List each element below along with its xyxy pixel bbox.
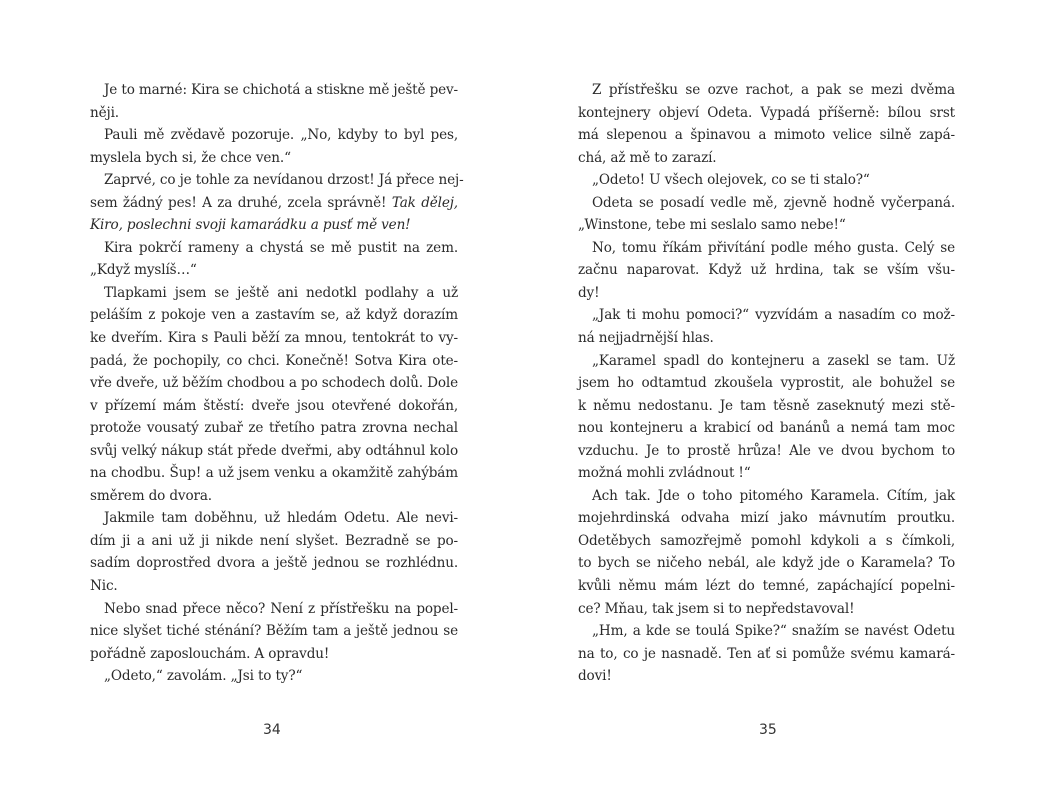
text-line <box>578 665 955 688</box>
page-number-left: 34 <box>263 722 281 738</box>
line-text: ce? Mňau, tak jsem si to nepředstavoval! <box>578 600 855 617</box>
line-text: možná mohli zvládnout !“ <box>578 465 751 482</box>
line-text: Z přístřešku se ozve rachot, a pak se mezi dvěma <box>592 82 955 98</box>
line-text: pořádně zaposlouchám. A opravdu! <box>90 645 330 662</box>
line-text: jsem ho odtamtud zkoušela vyprostit, ale bohužel se <box>578 375 955 392</box>
text-line <box>578 620 955 643</box>
text-line <box>578 124 955 147</box>
line-text: něji. <box>90 104 119 121</box>
text-line <box>578 259 955 282</box>
text-line <box>578 440 955 463</box>
line-text: sem žádný pes! A za druhé, zcela správně! <box>90 194 392 211</box>
line-text: chá, až mě to zarazí. <box>578 149 717 166</box>
line-text: dím ji a ani už ji nikde není slyšet. Bezradně se po- <box>90 532 458 549</box>
line-text: peláším z pokoje ven a zastavím se, až když dorazím <box>90 307 458 324</box>
text-line <box>578 79 955 102</box>
line-text: ke dveřím. Kira s Pauli běží za mnou, tentokrát to vy- <box>90 330 458 347</box>
left-page-text <box>90 79 464 688</box>
text-line <box>90 79 458 102</box>
line-text: padá, že pochopily, co chci. Konečně! Sotva Kira ote- <box>90 352 458 369</box>
text-line <box>90 282 458 305</box>
line-text: dovi! <box>578 668 612 685</box>
text-line <box>90 417 458 440</box>
line-text: vzduchu. Je to prostě hrůza! Ale ve dvou bychom to <box>578 442 955 459</box>
text-line <box>90 124 458 147</box>
line-text: myslela bych si, že chce ven.“ <box>90 149 291 166</box>
text-line <box>90 665 458 688</box>
line-text: k němu nedostanu. Je tam těsně zaseknutý mezi stě- <box>578 397 955 414</box>
text-line <box>578 102 955 125</box>
text-line <box>90 552 458 575</box>
text-line <box>90 507 458 530</box>
line-text: Kira pokrčí rameny a chystá se mě pustit na zem. <box>104 239 458 256</box>
text-line <box>90 169 464 192</box>
line-text: vře dveře, už běžím chodbou a po schodech dolů. Dole <box>90 375 458 392</box>
line-text: Odeta se posadí vedle mě, zjevně hodně vyčerpaná. <box>592 194 955 211</box>
text-line <box>578 169 955 192</box>
line-text: Ach tak. Jde o toho pitomého Karamela. Cítím, jak <box>592 487 955 504</box>
line-text: Nic. <box>90 578 118 595</box>
text-line <box>90 598 458 621</box>
text-line <box>578 575 955 598</box>
line-text: Jakmile tam doběhnu, už hledám Odetu. Ale nevi- <box>104 510 458 527</box>
line-text: Je to marné: Kira se chichotá a stiskne mě ještě pev- <box>104 82 458 98</box>
text-line <box>90 350 458 373</box>
text-line <box>90 575 458 598</box>
line-text: kvůli němu mám lézt do temné, zapáchající popelni- <box>578 578 955 595</box>
line-text: Pauli mě zvědavě pozoruje. „No, kdyby to byl pes, <box>104 127 458 144</box>
line-text: No, tomu říkám přivítání podle mého gusta. Celý se <box>592 239 955 256</box>
line-text: „Karamel spadl do kontejneru a zasekl se tam. Už <box>592 352 955 369</box>
line-text: „Hm, a kde se toulá Spike?“ snažím se navést Odetu <box>592 623 955 640</box>
line-text: svůj velký nákup stát přede dveřmi, aby odtáhnul kolo <box>90 442 458 459</box>
text-line <box>578 530 955 553</box>
text-line <box>578 147 955 170</box>
line-text: mojehrdinská odvaha mizí jako mávnutím proutku. <box>578 510 955 527</box>
text-line <box>90 327 458 350</box>
text-line <box>90 643 458 666</box>
line-text: ná nejjadrnější hlas. <box>578 330 714 347</box>
line-text: to bych se ničeho nebál, ale když jde o Karamela? To <box>578 555 955 572</box>
text-line <box>578 304 955 327</box>
italic-text: Kiro, poslechni svoji kamarádku a pusť mě ven! <box>90 217 411 234</box>
line-text: Tlapkami jsem se ještě ani nedotkl podlahy a už <box>104 284 458 301</box>
text-line <box>90 372 458 395</box>
text-line <box>578 417 955 440</box>
line-text: Zaprvé, co je tohle za nevídanou drzost! Já přece nej- <box>104 172 464 189</box>
text-line <box>90 530 458 553</box>
text-line <box>578 192 955 215</box>
line-text: „Jak ti mohu pomoci?“ vyzvídám a nasadím co mož- <box>592 307 955 324</box>
text-line <box>578 598 955 621</box>
text-line <box>90 192 458 215</box>
line-text: směrem do dvora. <box>90 487 212 504</box>
text-line <box>90 147 458 170</box>
text-line <box>578 327 955 350</box>
line-text: kontejnery objeví Odeta. Vypadá příšerně: bílou srst <box>578 104 955 121</box>
text-line <box>90 440 458 463</box>
line-text: Odetěbych samozřejmě pomohl kdykoli a s čímkoli, <box>578 532 955 549</box>
text-line <box>90 259 458 282</box>
line-text: dy! <box>578 284 600 301</box>
text-line <box>578 282 955 305</box>
text-line <box>90 237 458 260</box>
line-text: „Winstone, tebe mi seslalo samo nebe!“ <box>578 217 846 234</box>
line-text: sadím doprostřed dvora a ještě jednou se rozhlédnu. <box>90 555 458 572</box>
text-line <box>578 372 955 395</box>
text-line <box>90 485 458 508</box>
line-text: začnu naparovat. Když už hrdina, tak se vším všu- <box>578 262 955 279</box>
text-line <box>90 462 458 485</box>
text-line <box>578 507 955 530</box>
right-page-text <box>578 79 955 688</box>
text-line <box>90 395 458 418</box>
text-line <box>90 214 458 237</box>
line-text: protože vousatý zubař ze třetího patra zrovna nechal <box>90 420 458 437</box>
italic-text: Tak dělej, <box>391 194 458 211</box>
line-text: v přízemí mám štěstí: dveře jsou otevřené dokořán, <box>90 397 458 414</box>
line-text: má slepenou a špinavou a mimoto velice silně zapá- <box>578 127 955 144</box>
text-line <box>578 643 955 666</box>
line-text: „Když myslíš…“ <box>90 262 197 279</box>
line-text: na to, co je nasnadě. Ten ať si pomůže svému kamará- <box>578 645 955 662</box>
text-line <box>578 237 955 260</box>
line-text: na chodbu. Šup! a už jsem venku a okamžitě zahýbám <box>90 465 458 482</box>
line-text: nice slyšet tiché sténání? Běžím tam a ještě jednou se <box>90 623 458 640</box>
line-text: Nebo snad přece něco? Není z přístřešku na popel- <box>104 600 458 617</box>
page-number-right: 35 <box>759 722 777 738</box>
line-text: „Odeto! U všech olejovek, co se ti stalo?“ <box>592 172 870 189</box>
line-text: „Odeto,“ zavolám. „Jsi to ty?“ <box>104 668 303 685</box>
text-line <box>578 214 955 237</box>
text-line <box>90 102 458 125</box>
line-text: nou kontejneru a krabicí od banánů a nemá tam moc <box>578 420 955 437</box>
text-line <box>578 485 955 508</box>
text-line <box>578 350 955 373</box>
text-line <box>90 620 458 643</box>
text-line <box>90 304 458 327</box>
text-line <box>578 552 955 575</box>
text-line <box>578 462 955 485</box>
text-line <box>578 395 955 418</box>
